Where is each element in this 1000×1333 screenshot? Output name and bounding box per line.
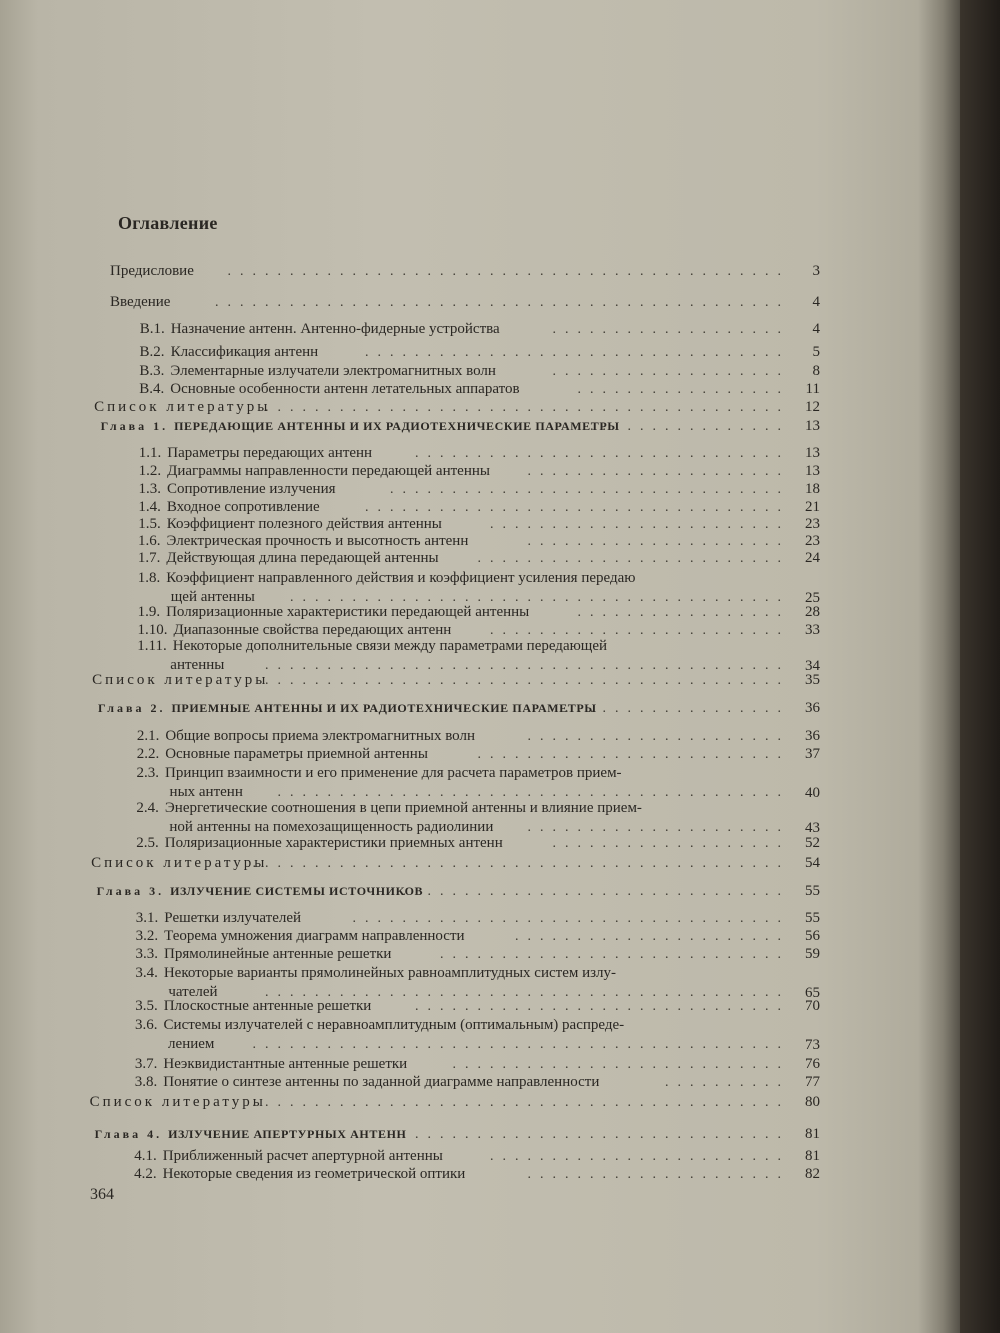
dot-leader: .......................................... — [264, 400, 790, 415]
dot-leader: .................................. — [364, 345, 790, 360]
entry-text: Список литературы — [91, 855, 268, 871]
dot-leader: ................... — [552, 322, 790, 337]
entry-text: ИЗЛУЧЕНИЕ АПЕРТУРНЫХ АНТЕНН — [168, 1127, 407, 1141]
page-number: 28 — [805, 604, 820, 620]
entry-title — [138, 499, 319, 516]
entry-number: Глава 4. — [94, 1127, 163, 1141]
entry-text: Список литературы — [94, 399, 271, 415]
toc-entry — [136, 910, 790, 927]
entry-title — [136, 800, 642, 817]
entry-title — [135, 965, 616, 982]
entry-text: Назначение антенн. Антенно-фидерные устройства — [170, 321, 500, 337]
toc-entry — [138, 533, 790, 550]
page-number: 35 — [805, 672, 820, 688]
page-number: 81 — [805, 1126, 820, 1142]
page-number: 56 — [805, 928, 820, 944]
toc-entry — [139, 481, 791, 498]
entry-title — [140, 321, 500, 338]
toc-entry — [139, 463, 790, 480]
page-number: 12 — [805, 399, 820, 415]
entry-number: 3.6. — [135, 1017, 158, 1033]
dot-leader: .............................. — [414, 446, 790, 461]
entry-number: 1.1. — [138, 445, 162, 461]
dot-leader: ................... — [552, 364, 790, 379]
entry-title — [101, 418, 620, 435]
entry-number: Глава 3. — [96, 884, 165, 898]
page-folio: 364 — [90, 1186, 114, 1203]
dot-leader: .................................. — [364, 500, 790, 515]
page-number: 13 — [805, 463, 820, 479]
entry-text-continued: антенны — [170, 657, 225, 673]
entry-number: 1.8. — [137, 570, 161, 586]
entry-number: 1.9. — [137, 604, 161, 620]
entry-text-continued: ной антенны на помехозащищенность радиолинии — [169, 819, 494, 835]
entry-number: 4.2. — [134, 1166, 157, 1182]
entry-title — [137, 728, 475, 745]
entry-title — [139, 363, 496, 380]
entry-title — [139, 445, 372, 462]
entry-number: В.4. — [139, 381, 165, 397]
entry-number: 2.3. — [136, 765, 160, 781]
page-number: 11 — [805, 381, 820, 397]
toc-entry — [139, 445, 790, 462]
entry-number: 1.5. — [138, 516, 161, 532]
entry-title — [91, 855, 267, 872]
dot-leader: ........................ — [489, 623, 790, 638]
toc-entry — [110, 263, 790, 280]
dot-leader: ........................ — [489, 1149, 790, 1164]
dot-leader: ...................... — [514, 929, 790, 944]
toc-entry — [137, 638, 790, 655]
entry-number: 2.2. — [136, 746, 160, 762]
toc-entry — [138, 550, 790, 567]
page-number: 13 — [805, 445, 820, 461]
chapter-entry — [98, 700, 790, 717]
entry-number: Глава 1. — [100, 419, 169, 433]
entry-text: Неэквидистантные антенные решетки — [163, 1056, 408, 1072]
entry-number: 2.4. — [136, 800, 159, 816]
entry-text: Входное сопротивление — [166, 499, 320, 515]
entry-number: Глава 2. — [98, 701, 166, 715]
entry-title — [136, 835, 503, 852]
toc-entry — [110, 294, 790, 311]
entry-title — [92, 672, 268, 689]
entry-title — [138, 516, 442, 533]
toc-entry — [140, 344, 790, 361]
entry-title — [90, 1094, 266, 1111]
dot-leader: ..................... — [527, 534, 790, 549]
dot-leader: ..................... — [527, 1167, 790, 1182]
entry-text: Приближенный расчет апертурной антенны — [162, 1148, 443, 1164]
entry-text: Некоторые сведения из геометрической оптики — [162, 1166, 466, 1182]
chapter-entry — [97, 883, 790, 900]
entry-continuation — [170, 784, 790, 801]
dot-leader: ............................................. — [227, 264, 790, 279]
entry-text: Общие вопросы приема электромагнитных волн — [165, 728, 475, 744]
toc-entry — [136, 946, 791, 963]
dot-leader: ........................................... — [252, 1037, 790, 1052]
entry-title — [98, 700, 597, 717]
entry-text-continued: лением — [168, 1036, 215, 1052]
entry-title — [110, 294, 170, 311]
entry-number: 1.6. — [138, 533, 161, 549]
entry-number: В.3. — [139, 363, 165, 379]
entry-number: 1.10. — [137, 622, 168, 638]
dot-leader: .......................................... — [264, 673, 790, 688]
page-number: 36 — [805, 728, 820, 744]
entry-title — [137, 765, 622, 782]
dot-leader: ................. — [577, 605, 790, 620]
chapter-entry — [95, 1126, 790, 1143]
dot-leader: ............................ — [440, 947, 790, 962]
page-number: 3 — [812, 263, 820, 279]
toc-entry — [139, 381, 790, 398]
entry-text: Системы излучателей с неравноамплитудным (оптимальным) распреде- — [163, 1017, 625, 1033]
page-number: 36 — [805, 700, 820, 716]
entry-title — [97, 883, 424, 900]
page-number: 8 — [812, 363, 820, 379]
facing-page-edge — [960, 0, 1000, 1333]
entry-number: 3.7. — [134, 1056, 158, 1072]
dot-leader: .......... — [665, 1075, 790, 1090]
bibliography-entry — [92, 672, 790, 689]
entry-text: Классификация антенн — [170, 344, 319, 360]
entry-text: Теорема умножения диаграмм направленности — [164, 928, 465, 944]
page-number: 54 — [805, 855, 820, 871]
entry-number: 3.2. — [135, 928, 159, 944]
page-number: 34 — [805, 658, 820, 674]
page-number: 73 — [805, 1037, 820, 1053]
page-number: 80 — [805, 1094, 820, 1110]
entry-title — [136, 946, 392, 963]
entry-text: Введение — [110, 294, 171, 310]
entry-title — [139, 381, 519, 398]
entry-text: Коэффициент полезного действия антенны — [166, 516, 442, 532]
dot-leader: ............................... — [402, 1127, 790, 1142]
toc-entry — [134, 1148, 790, 1165]
entry-title — [136, 910, 301, 927]
toc-entry — [138, 499, 790, 516]
toc-entry — [137, 728, 790, 745]
toc-entry — [136, 928, 790, 945]
dot-leader: .............................................. — [215, 295, 790, 310]
entry-title — [95, 1126, 407, 1143]
page-number: 23 — [805, 533, 820, 549]
page-number: 77 — [805, 1074, 820, 1090]
entry-text: Основные параметры приемной антенны — [165, 746, 428, 762]
dot-leader: ........................ — [489, 517, 790, 532]
toc-entry — [140, 321, 790, 338]
page-number: 52 — [805, 835, 820, 851]
entry-number: 1.7. — [137, 550, 161, 566]
entry-text: Прямолинейные антенные решетки — [164, 946, 392, 962]
entry-text: Некоторые дополнительные связи между параметрами передающей — [172, 638, 608, 654]
entry-text: Сопротивление излучения — [167, 481, 336, 497]
entry-title — [137, 746, 428, 763]
entry-title — [137, 622, 451, 639]
entry-text: Основные особенности антенн летательных аппаратов — [170, 381, 520, 397]
entry-text: Параметры передающих антенн — [167, 445, 373, 461]
toc-entry — [136, 800, 790, 817]
toc-entry — [138, 516, 790, 533]
entry-text: Список литературы — [89, 1094, 266, 1110]
toc-entry — [138, 604, 790, 621]
page-number: 25 — [805, 590, 820, 606]
entry-title — [138, 604, 530, 621]
page-number: 24 — [805, 550, 820, 566]
entry-title — [140, 344, 319, 361]
entry-number: В.2. — [139, 344, 165, 360]
page-number: 4 — [812, 321, 820, 337]
entry-title — [110, 263, 194, 280]
entry-text: Диаграммы направленности передающей антенны — [167, 463, 490, 479]
dot-leader: ................................ — [390, 482, 790, 497]
entry-title — [135, 1056, 407, 1073]
page-number: 37 — [805, 746, 820, 762]
page-number: 82 — [805, 1166, 820, 1182]
page-number: 4 — [812, 294, 820, 310]
toc-entry — [137, 765, 790, 782]
entry-text: Поляризационные характеристики передающей антенны — [166, 604, 530, 620]
entry-title — [138, 550, 439, 567]
entry-text: Элементарные излучатели электромагнитных волн — [170, 363, 496, 379]
entry-text: Понятие о синтезе антенны по заданной диаграмме направленности — [163, 1074, 600, 1090]
dot-leader: ..................... — [527, 729, 790, 744]
bibliography-entry — [90, 1094, 790, 1111]
entry-text-continued: щей антенны — [170, 589, 255, 605]
dot-leader: ................ — [589, 419, 790, 434]
entry-number: 2.5. — [136, 835, 159, 851]
page-number: 55 — [805, 910, 820, 926]
entry-text: Поляризационные характеристики приемных антенн — [164, 835, 503, 851]
toc-entry — [135, 1056, 790, 1073]
entry-text: ИЗЛУЧЕНИЕ СИСТЕМЫ ИСТОЧНИКОВ — [170, 884, 424, 898]
entry-text: Список литературы — [92, 672, 269, 688]
entry-number: 1.2. — [138, 463, 162, 479]
page-number: 13 — [805, 418, 820, 434]
dot-leader: .................. — [565, 701, 790, 716]
bibliography-entry — [91, 855, 790, 872]
entry-number: 1.3. — [138, 481, 161, 497]
entry-number: 4.1. — [134, 1148, 157, 1164]
entry-number: 3.1. — [135, 910, 159, 926]
dot-leader: ................. — [577, 382, 790, 397]
dot-leader: .......................................... — [264, 658, 790, 673]
dot-leader: ............................... — [402, 884, 790, 899]
entry-title — [135, 1074, 600, 1091]
dot-leader: .......................................... — [264, 985, 790, 1000]
entry-continuation — [168, 1036, 790, 1053]
page-number: 55 — [805, 883, 820, 899]
page-number: 40 — [805, 785, 820, 801]
dot-leader: ..................... — [527, 820, 790, 835]
dot-leader: ..................... — [527, 464, 790, 479]
toc-entry — [135, 1017, 790, 1034]
page-number: 5 — [812, 344, 820, 360]
entry-number: 1.4. — [138, 499, 161, 515]
entry-text: Действующая длина передающей антенны — [166, 550, 439, 566]
bibliography-entry — [94, 399, 790, 416]
page-number: 33 — [805, 622, 820, 638]
entry-text: Предисловие — [110, 263, 194, 279]
toc-entry — [135, 1074, 790, 1091]
dot-leader: ........................................ — [290, 590, 790, 605]
entry-text-continued: ных антенн — [169, 784, 243, 800]
entry-text: Коэффициент направленного действия и коэффициент усиления передаю — [166, 570, 636, 586]
page-number: 70 — [805, 998, 820, 1014]
page-number: 76 — [805, 1056, 820, 1072]
page-number: 43 — [805, 820, 820, 836]
dot-leader: ......................... — [477, 747, 790, 762]
entry-text: ПЕРЕДАЮЩИЕ АНТЕННЫ И ИХ РАДИОТЕХНИЧЕСКИЕ ПАРАМЕТРЫ — [174, 419, 620, 433]
entry-number: 3.3. — [135, 946, 158, 962]
page-number: 21 — [805, 499, 820, 515]
entry-title — [138, 570, 636, 587]
dot-leader: .............................. — [414, 999, 790, 1014]
page-number: 81 — [805, 1148, 820, 1164]
entry-number: 3.4. — [135, 965, 158, 981]
entry-title — [136, 928, 465, 945]
entry-title — [135, 1017, 624, 1034]
toc-entry — [135, 965, 790, 982]
chapter-entry — [101, 418, 790, 435]
entry-title — [135, 998, 371, 1015]
page-number: 23 — [805, 516, 820, 532]
entry-title — [139, 481, 336, 498]
entry-text: Принцип взаимности и его применение для расчета параметров прием- — [165, 765, 622, 781]
entry-title — [134, 1166, 465, 1183]
entry-text: Плоскостные антенные решетки — [163, 998, 372, 1014]
dot-leader: ................................... — [352, 911, 790, 926]
entry-text: Решетки излучателей — [164, 910, 302, 926]
entry-title — [137, 638, 607, 655]
entry-number: 3.5. — [135, 998, 158, 1014]
entry-text: Электрическая прочность и высотность антенн — [166, 533, 469, 549]
page-number: 65 — [805, 985, 820, 1001]
entry-text-continued: чателей — [168, 984, 218, 1000]
entry-continuation — [169, 819, 790, 836]
page-number: 59 — [805, 946, 820, 962]
toc-entry — [134, 1166, 790, 1183]
dot-leader: ........................................... — [252, 856, 790, 871]
entry-title — [94, 399, 270, 416]
entry-title — [139, 463, 490, 480]
entry-number: 1.11. — [137, 638, 167, 654]
toc-entry — [138, 570, 790, 587]
entry-title — [138, 533, 468, 550]
dot-leader: ........................... — [452, 1057, 790, 1072]
toc-entry — [135, 998, 790, 1015]
entry-number: В.1. — [139, 321, 165, 337]
entry-text: ПРИЕМНЫЕ АНТЕННЫ И ИХ РАДИОТЕХНИЧЕСКИЕ ПАРАМЕТРЫ — [171, 701, 597, 715]
page-number: 18 — [805, 481, 820, 497]
dot-leader: ......................................... — [277, 785, 790, 800]
dot-leader: ................... — [552, 836, 790, 851]
entry-text: Некоторые варианты прямолинейных равноамплитудных систем излу- — [163, 965, 617, 981]
toc-entry — [139, 363, 790, 380]
toc-title: Оглавление — [118, 213, 218, 233]
entry-text: Диапазонные свойства передающих антенн — [173, 622, 452, 638]
entry-number: 3.8. — [134, 1074, 158, 1090]
toc-entry — [136, 835, 790, 852]
dot-leader: ........................................... — [252, 1095, 790, 1110]
entry-text: Энергетические соотношения в цепи приемной антенны и влияние прием- — [164, 800, 642, 816]
dot-leader: ......................... — [477, 551, 790, 566]
toc-entry — [137, 746, 790, 763]
toc-entry — [137, 622, 790, 639]
entry-title — [134, 1148, 443, 1165]
entry-number: 2.1. — [136, 728, 160, 744]
